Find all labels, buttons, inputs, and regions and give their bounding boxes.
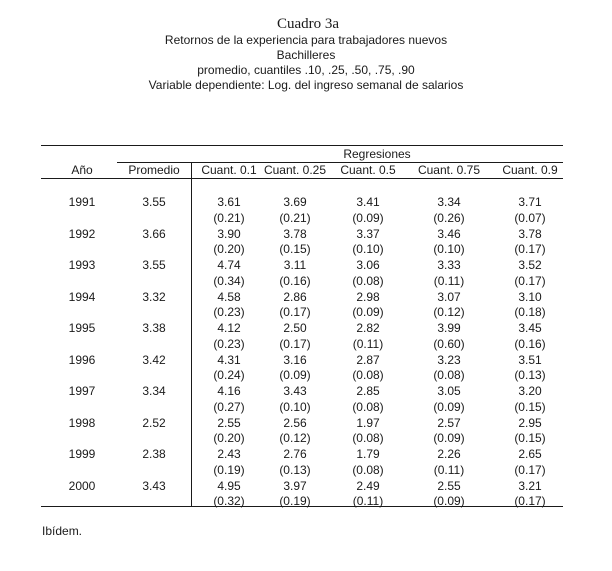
std-error-cell: (0.08)	[433, 368, 465, 382]
table-title-block	[0, 16, 612, 93]
coefficient-cell: 3.69	[283, 195, 307, 209]
std-error-cell: (0.15)	[514, 399, 546, 414]
coefficient-cell: 3.33	[437, 258, 461, 272]
std-error-cell: (0.11)	[433, 273, 465, 288]
coefficient-cell: 4.58	[217, 289, 241, 304]
coefficient-cell: 3.99	[437, 321, 461, 335]
std-error-cell: (0.17)	[514, 462, 546, 477]
mean-cell: 3.55	[142, 195, 166, 209]
std-error-cell: (0.24)	[213, 368, 245, 382]
coefficient-cell: 3.37	[356, 226, 380, 241]
year-cell: 1998	[68, 415, 96, 430]
coefficient-cell: 1.79	[356, 447, 380, 461]
source-note: Ibídem.	[42, 524, 83, 538]
coefficient-cell: 3.52	[518, 258, 542, 272]
coefficient-cell: 3.41	[356, 195, 380, 209]
coefficient-cell: 3.23	[437, 352, 461, 367]
std-error-cell: (0.09)	[433, 494, 465, 508]
coefficient-cell: 3.16	[283, 352, 307, 367]
std-error-cell: (0.11)	[433, 462, 465, 477]
column-header: Promedio	[128, 163, 180, 177]
year-cell: 1999	[68, 447, 96, 461]
coefficient-cell: 2.55	[437, 478, 461, 493]
std-error-cell: (0.60)	[433, 336, 465, 351]
column-header: Cuant. 0.25	[263, 163, 327, 177]
coefficient-cell: 3.71	[518, 195, 542, 209]
column-header: Cuant. 0.9	[502, 163, 558, 177]
std-error-cell: (0.13)	[279, 462, 311, 477]
coefficient-cell: 2.26	[437, 447, 461, 461]
coefficient-cell: 3.90	[217, 226, 241, 241]
std-error-cell: (0.34)	[213, 273, 245, 288]
coefficient-cell: 2.57	[437, 415, 461, 430]
mean-cell: 3.34	[142, 384, 166, 398]
std-error-cell: (0.17)	[514, 242, 546, 256]
std-error-cell: (0.07)	[514, 210, 546, 225]
std-error-cell: (0.32)	[213, 494, 245, 508]
coefficient-cell: 3.10	[518, 289, 542, 304]
std-error-cell: (0.12)	[279, 431, 311, 445]
column-header: Año	[71, 163, 93, 177]
coefficient-cell: 3.20	[518, 384, 542, 398]
std-error-cell: (0.17)	[279, 305, 311, 319]
std-error-cell: (0.08)	[352, 462, 384, 477]
coefficient-cell: 3.46	[437, 226, 461, 241]
std-error-cell: (0.16)	[514, 336, 546, 351]
std-error-cell: (0.21)	[279, 210, 311, 225]
year-cell: 1992	[68, 226, 96, 241]
table-subtitle-4: Variable dependiente: Log. del ingreso semanal de salarios	[148, 78, 464, 92]
table-subtitle-2: Bachilleres	[276, 48, 336, 62]
std-error-cell: (0.09)	[433, 399, 465, 414]
std-error-cell: (0.10)	[352, 242, 384, 256]
header-bottom-rule	[41, 178, 563, 179]
mean-cell: 3.55	[142, 258, 166, 272]
mean-cell: 2.38	[142, 447, 166, 461]
table-title: Cuadro 3a	[276, 16, 340, 32]
std-error-cell: (0.26)	[433, 210, 465, 225]
coefficient-cell: 3.97	[283, 478, 307, 493]
coefficient-cell: 2.82	[356, 321, 380, 335]
std-error-cell: (0.10)	[279, 399, 311, 414]
year-cell: 1996	[68, 352, 96, 367]
mean-cell: 3.32	[142, 289, 166, 304]
std-error-cell: (0.08)	[352, 273, 384, 288]
std-error-cell: (0.15)	[279, 242, 311, 256]
mean-cell: 3.38	[142, 321, 166, 335]
coefficient-cell: 3.21	[518, 478, 542, 493]
coefficient-cell: 2.55	[217, 415, 241, 430]
std-error-cell: (0.27)	[213, 399, 245, 414]
std-error-cell: (0.09)	[433, 431, 465, 445]
coefficient-cell: 4.31	[217, 352, 241, 367]
coefficient-cell: 3.51	[518, 352, 542, 367]
coefficient-cell: 2.76	[283, 447, 307, 461]
coefficient-cell: 3.45	[518, 321, 542, 335]
coefficient-cell: 2.49	[356, 478, 380, 493]
year-cell: 1995	[68, 321, 96, 335]
coefficient-cell: 3.43	[283, 384, 307, 398]
coefficient-cell: 3.78	[283, 226, 307, 241]
column-header: Cuant. 0.1	[201, 163, 257, 177]
table-top-rule	[41, 145, 563, 146]
std-error-cell: (0.13)	[514, 368, 546, 382]
year-cell: 1991	[68, 195, 96, 209]
std-error-cell: (0.18)	[514, 305, 546, 319]
mean-cell: 3.43	[142, 478, 166, 493]
group-header-regresiones: Regresiones	[343, 147, 411, 161]
coefficient-cell: 4.74	[217, 258, 241, 272]
std-error-cell: (0.10)	[433, 242, 465, 256]
std-error-cell: (0.19)	[279, 494, 311, 508]
coefficient-cell: 4.12	[217, 321, 241, 335]
coefficient-cell: 4.16	[217, 384, 241, 398]
std-error-cell: (0.17)	[514, 273, 546, 288]
coefficient-cell: 2.56	[283, 415, 307, 430]
std-error-cell: (0.19)	[213, 462, 245, 477]
mean-cell: 3.42	[142, 352, 166, 367]
std-error-cell: (0.17)	[514, 494, 546, 508]
coefficient-cell: 3.61	[217, 195, 241, 209]
std-error-cell: (0.08)	[352, 399, 384, 414]
year-cell: 1993	[68, 258, 96, 272]
coefficient-cell: 3.34	[437, 195, 461, 209]
std-error-cell: (0.23)	[213, 336, 245, 351]
std-error-cell: (0.21)	[213, 210, 245, 225]
coefficient-cell: 3.06	[356, 258, 380, 272]
coefficient-cell: 2.87	[356, 352, 380, 367]
std-error-cell: (0.11)	[352, 336, 384, 351]
mean-cell: 2.52	[142, 415, 166, 430]
mean-cell: 3.66	[142, 226, 166, 241]
std-error-cell: (0.09)	[352, 305, 384, 319]
std-error-cell: (0.17)	[279, 336, 311, 351]
coefficient-cell: 4.95	[217, 478, 241, 493]
column-header: Cuant. 0.75	[417, 163, 481, 177]
std-error-cell: (0.15)	[514, 431, 546, 445]
coefficient-cell: 2.50	[283, 321, 307, 335]
coefficient-cell: 1.97	[356, 415, 380, 430]
coefficient-cell: 2.95	[518, 415, 542, 430]
std-error-cell: (0.12)	[433, 305, 465, 319]
std-error-cell: (0.08)	[352, 368, 384, 382]
std-error-cell: (0.16)	[279, 273, 311, 288]
year-cell: 1997	[68, 384, 96, 398]
std-error-cell: (0.20)	[213, 242, 245, 256]
coefficient-cell: 3.11	[283, 258, 307, 272]
coefficient-cell: 2.86	[283, 289, 307, 304]
year-cell: 1994	[68, 289, 96, 304]
std-error-cell: (0.11)	[352, 494, 384, 508]
coefficient-cell: 2.43	[217, 447, 241, 461]
year-cell: 2000	[68, 478, 96, 493]
coefficient-cell: 3.78	[518, 226, 542, 241]
coefficient-cell: 3.07	[437, 289, 461, 304]
std-error-cell: (0.08)	[352, 431, 384, 445]
std-error-cell: (0.20)	[213, 431, 245, 445]
coefficient-cell: 2.65	[518, 447, 542, 461]
std-error-cell: (0.23)	[213, 305, 245, 319]
std-error-cell: (0.09)	[279, 368, 311, 382]
coefficient-cell: 2.85	[356, 384, 380, 398]
coefficient-cell: 2.98	[356, 289, 380, 304]
coefficient-cell: 3.05	[437, 384, 461, 398]
std-error-cell: (0.09)	[352, 210, 384, 225]
column-header: Cuant. 0.5	[340, 163, 396, 177]
table-subtitle-3: promedio, cuantiles .10, .25, .50, .75, .90	[197, 63, 415, 77]
table-subtitle-1: Retornos de la experiencia para trabajadores nuevos	[164, 33, 448, 47]
